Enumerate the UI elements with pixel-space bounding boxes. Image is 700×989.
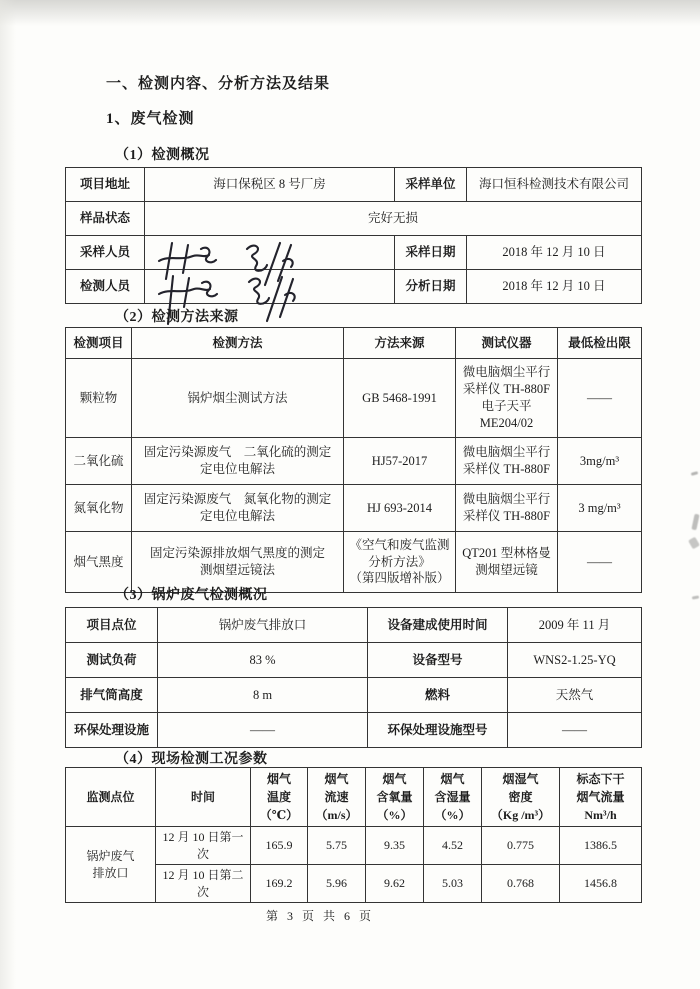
column-header: 测试仪器	[456, 328, 558, 359]
value-cell: 2009 年 11 月	[508, 608, 642, 643]
column-header	[156, 768, 251, 827]
table-row	[66, 485, 642, 532]
cell-line: 监测点位	[86, 790, 135, 804]
value-cell: 5.75	[308, 827, 366, 865]
cell-line: 采样仪 TH-880F	[462, 509, 551, 523]
instrument-cell	[456, 485, 558, 532]
cell-line: 电子天平	[481, 399, 532, 413]
cell-line: 排放口	[92, 865, 129, 880]
label-cell: 环保处理设施	[66, 713, 158, 748]
monitoring-point-cell	[66, 827, 156, 903]
label-cell: 项目点位	[66, 608, 158, 643]
cell-line: 采样仪 TH-880F	[462, 382, 551, 397]
item-cell: 烟气黑度	[66, 532, 132, 593]
cell-line: 烟气	[324, 772, 349, 786]
value-cell: ——	[508, 713, 642, 748]
cell-line: GB 5468-1991	[362, 390, 437, 405]
value-cell: 9.62	[366, 865, 424, 903]
label-cell: 采样单位	[395, 168, 467, 202]
column-header: 最低检出限	[558, 328, 642, 359]
limit-cell: 3 mg/m³	[558, 485, 642, 532]
label-cell: 设备型号	[368, 643, 508, 678]
cell-line: 含湿量	[434, 790, 471, 804]
table1-heading: （1）检测概况	[115, 148, 210, 163]
cell-line: （%）	[376, 808, 413, 822]
table-row	[66, 678, 642, 713]
method-cell	[132, 438, 344, 485]
table-row	[66, 438, 642, 485]
label-cell: 环保处理设施型号	[368, 713, 508, 748]
label-cell: 排气筒高度	[66, 678, 158, 713]
cell-line: （℃）	[259, 808, 299, 822]
value-cell: 2018 年 12 月 10 日	[467, 236, 642, 270]
table-row	[66, 713, 642, 748]
cell-line: 采样仪 TH-880F	[462, 462, 551, 476]
value-cell: 海口保税区 8 号厂房	[145, 168, 395, 202]
column-header	[251, 768, 308, 827]
column-header: 检测项目	[66, 328, 132, 359]
cell-line: （%）	[434, 808, 471, 822]
column-header: 检测方法	[132, 328, 344, 359]
time-cell: 12 月 10 日第一次	[156, 827, 251, 865]
table-header-row	[66, 768, 642, 827]
sampler-signature-cell	[145, 236, 395, 270]
instrument-cell	[456, 359, 558, 438]
cell-line: 温度	[266, 790, 291, 804]
cell-line: 微电脑烟尘平行	[462, 445, 551, 460]
section-heading: 一、检测内容、分析方法及结果	[106, 76, 331, 92]
label-cell: 采样日期	[395, 236, 467, 270]
label-cell: 测试负荷	[66, 643, 158, 678]
source-cell	[344, 359, 456, 438]
cell-line: （第四版增补版）	[349, 571, 450, 586]
table-row	[66, 827, 642, 865]
site-parameters-table	[65, 767, 642, 903]
cell-line: 定电位电解法	[199, 509, 275, 523]
value-cell: 1456.8	[560, 865, 642, 903]
method-cell	[132, 485, 344, 532]
cell-line: 微电脑烟尘平行	[462, 492, 551, 507]
cell-line: （Kg /m³）	[490, 808, 551, 822]
limit-cell: ——	[558, 359, 642, 438]
limit-cell: ——	[558, 532, 642, 593]
value-cell: 5.96	[308, 865, 366, 903]
method-cell	[132, 359, 344, 438]
value-cell: 2018 年 12 月 10 日	[467, 270, 642, 304]
cell-line: 测烟望远镜法	[199, 563, 275, 577]
cell-line: 标态下干	[576, 772, 625, 786]
value-cell: 海口恒科检测技术有限公司	[467, 168, 642, 202]
label-cell: 分析日期	[395, 270, 467, 304]
label-cell: 燃料	[368, 678, 508, 713]
table-row	[66, 236, 642, 270]
cell-line: 锅炉废气	[86, 849, 135, 864]
value-cell: WNS2-1.25-YQ	[508, 643, 642, 678]
value-cell: 83 %	[158, 643, 368, 678]
boiler-overview-table	[65, 607, 642, 748]
cell-line: 流速	[324, 790, 349, 804]
column-header	[424, 768, 482, 827]
item-cell: 二氧化硫	[66, 438, 132, 485]
value-cell: 天然气	[508, 678, 642, 713]
cell-line: 锅炉烟尘测试方法	[187, 390, 288, 405]
value-cell: ——	[158, 713, 368, 748]
value-cell: 169.2	[251, 865, 308, 903]
cell-line: 烟气	[382, 772, 407, 786]
cell-line: HJ57-2017	[371, 453, 428, 468]
scan-smudge	[691, 514, 699, 531]
cell-line: QT201 型林格曼	[462, 546, 551, 561]
value-cell: 9.35	[366, 827, 424, 865]
value-cell: 8 m	[158, 678, 368, 713]
table2-heading: （2）检测方法来源	[115, 310, 239, 325]
label-cell: 采样人员	[66, 236, 145, 270]
value-cell: 165.9	[251, 827, 308, 865]
cell-line: 密度	[508, 790, 533, 804]
column-header	[66, 768, 156, 827]
cell-line: 烟气	[440, 772, 465, 786]
column-header	[482, 768, 560, 827]
table-row	[66, 643, 642, 678]
item-cell: 颗粒物	[66, 359, 132, 438]
label-cell: 检测人员	[66, 270, 145, 304]
cell-line: 烟湿气	[502, 772, 539, 786]
cell-line: 固定污染源废气 二氧化硫的测定	[143, 445, 332, 460]
cell-line: 时间	[190, 790, 215, 804]
table4-heading: （4）现场检测工况参数	[115, 752, 268, 767]
source-cell	[344, 438, 456, 485]
instrument-cell	[456, 438, 558, 485]
cell-line: 分析方法》	[368, 554, 431, 569]
cell-line: HJ 693-2014	[367, 500, 432, 515]
time-cell: 12 月 10 日第二次	[156, 865, 251, 903]
value-cell: 5.03	[424, 865, 482, 903]
cell-line: 烟气流量	[576, 790, 625, 804]
cell-line: 烟气	[266, 772, 291, 786]
method-source-table	[65, 327, 642, 593]
cell-line: 定电位电解法	[199, 462, 275, 476]
cell-line: 固定污染源排放烟气黑度的测定	[149, 546, 325, 561]
value-cell: 锅炉废气排放口	[158, 608, 368, 643]
cell-line: 测烟望远镜	[475, 563, 538, 577]
table-row	[66, 202, 642, 236]
item-cell: 氮氧化物	[66, 485, 132, 532]
table-row	[66, 270, 642, 304]
cell-line: （m/s）	[315, 808, 358, 822]
column-header	[366, 768, 424, 827]
cell-line: ME204/02	[479, 415, 534, 430]
source-cell	[344, 485, 456, 532]
table-row	[66, 168, 642, 202]
table-row	[66, 608, 642, 643]
label-cell: 项目地址	[66, 168, 145, 202]
limit-cell: 3mg/m³	[558, 438, 642, 485]
instrument-cell	[456, 532, 558, 593]
subsection-heading: 1、废气检测	[106, 111, 195, 127]
table-row	[66, 359, 642, 438]
cell-line: 微电脑烟尘平行	[462, 365, 551, 380]
scan-smudge	[691, 471, 699, 476]
value-cell: 0.775	[482, 827, 560, 865]
table3-heading: （3）锅炉废气检测概况	[115, 588, 268, 603]
cell-line: Nm³/h	[584, 808, 617, 822]
column-header	[560, 768, 642, 827]
page-number: 第 3 页 共 6 页	[265, 909, 374, 923]
scan-smudge	[688, 537, 700, 550]
overview-table	[65, 167, 642, 304]
label-cell: 设备建成使用时间	[368, 608, 508, 643]
column-header	[308, 768, 366, 827]
scan-smudge	[692, 595, 699, 599]
inspector-signature-cell	[145, 270, 395, 304]
cell-line: 固定污染源废气 氮氧化物的测定	[143, 492, 332, 507]
table-header-row	[66, 328, 642, 359]
value-cell: 4.52	[424, 827, 482, 865]
cell-line: 《空气和废气监测	[349, 537, 450, 552]
value-cell: 0.768	[482, 865, 560, 903]
column-header: 方法来源	[344, 328, 456, 359]
label-cell: 样品状态	[66, 202, 145, 236]
source-cell	[344, 532, 456, 593]
value-cell: 1386.5	[560, 827, 642, 865]
value-cell: 完好无损	[145, 202, 642, 236]
cell-line: 含氧量	[376, 790, 413, 804]
